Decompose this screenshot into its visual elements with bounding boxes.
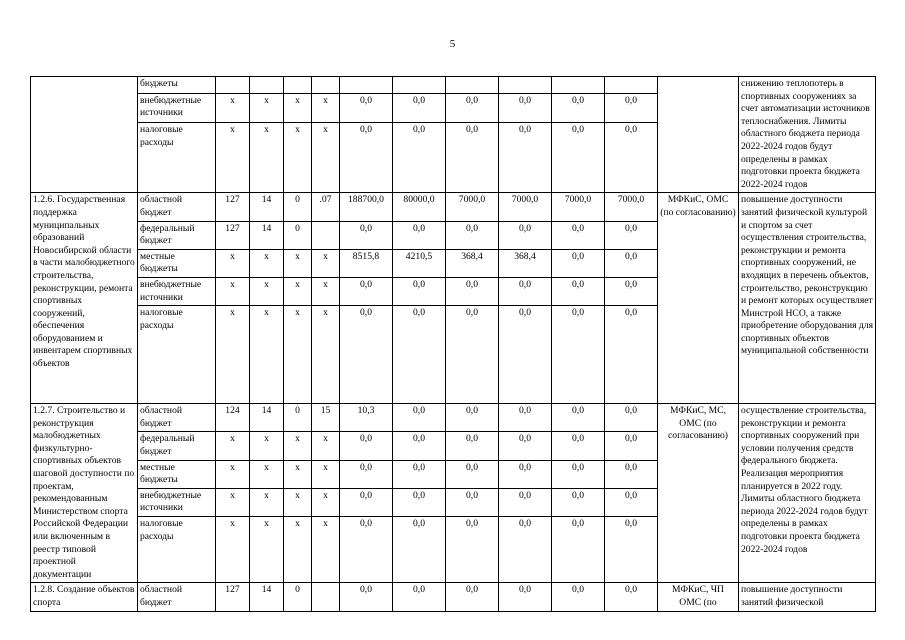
amount-cell: 0,0 (499, 277, 552, 305)
amount-cell: 0,0 (393, 488, 446, 516)
table-row (31, 404, 876, 432)
amount-cell: 7000,0 (446, 193, 499, 221)
amount-cell: 0,0 (499, 93, 552, 123)
amount-cell: 0,0 (446, 221, 499, 249)
expected-result-cell: повышение доступности занятий физической культурой и спортом за счет осуществления строительства, реконструкции и ремонта спортивных сооружений, не входящих в перечень объектов, строительство, реконструкцию и ремонт которых осуществляет Минстрой НСО, а также приобретение оборудования для спортивных объектов муниципальной собственности (739, 193, 876, 404)
executor-cell: МФКиС, ОМС (по согласованию) (658, 193, 739, 404)
subsection-code-cell: 0 (284, 404, 312, 432)
amount-cell: 0,0 (552, 221, 605, 249)
amount-cell: 0,0 (605, 277, 658, 305)
section-code-cell: х (250, 432, 284, 460)
grbs-code-cell: х (216, 306, 250, 404)
grbs-code-cell (216, 77, 250, 94)
funding-source-cell: местные бюджеты (138, 249, 216, 277)
amount-cell: 0,0 (605, 517, 658, 583)
section-code-cell: х (250, 123, 284, 193)
amount-cell: 0,0 (393, 93, 446, 123)
target-code-cell: х (312, 460, 340, 488)
funding-source-cell: местные бюджеты (138, 460, 216, 488)
amount-cell: 0,0 (552, 583, 605, 611)
amount-cell: 368,4 (446, 249, 499, 277)
amount-cell: 0,0 (552, 249, 605, 277)
amount-cell: 0,0 (605, 221, 658, 249)
amount-cell: 0,0 (552, 517, 605, 583)
measure-name-cell: 1.2.7. Строительство и реконструкция малобюджетных физкультурно-спортивных объектов шаговой доступности по проектам, рекомендованным Министерством спорта Российской Федерации или включенным в реестр типовой проектной документации (31, 404, 138, 583)
executor-cell (658, 77, 739, 193)
amount-cell: 0,0 (552, 488, 605, 516)
amount-cell: 0,0 (499, 221, 552, 249)
amount-cell: 10,3 (340, 404, 393, 432)
target-code-cell: 15 (312, 404, 340, 432)
table-row (31, 583, 876, 611)
subsection-code-cell: х (284, 249, 312, 277)
section-code-cell: 14 (250, 193, 284, 221)
amount-cell: 0,0 (340, 93, 393, 123)
grbs-code-cell: х (216, 93, 250, 123)
funding-source-cell: областной бюджет (138, 193, 216, 221)
amount-cell: 0,0 (340, 583, 393, 611)
amount-cell: 0,0 (340, 432, 393, 460)
amount-cell: 0,0 (605, 404, 658, 432)
amount-cell: 0,0 (446, 460, 499, 488)
expected-result-cell: повышение доступности занятий физической (739, 583, 876, 611)
section-code-cell: х (250, 93, 284, 123)
amount-cell: 0,0 (605, 306, 658, 404)
subsection-code-cell: 0 (284, 583, 312, 611)
amount-cell: 0,0 (499, 306, 552, 404)
target-code-cell: х (312, 488, 340, 516)
amount-cell: 368,4 (499, 249, 552, 277)
funding-source-cell: бюджеты (138, 77, 216, 94)
measure-name-cell: 1.2.6. Государственная поддержка муниципальных образований Новосибирской области в части малобюджетного строительства, реконструкции, ремонта спортивных сооружений, обеспечения оборудованием и инвентарем спортивных объектов (31, 193, 138, 404)
executor-cell: МФКиС, ЧП ОМС (по (658, 583, 739, 611)
amount-cell: 0,0 (552, 93, 605, 123)
amount-cell: 0,0 (340, 460, 393, 488)
amount-cell: 188700,0 (340, 193, 393, 221)
target-code-cell: х (312, 93, 340, 123)
amount-cell: 0,0 (499, 583, 552, 611)
amount-cell: 0,0 (446, 488, 499, 516)
amount-cell: 0,0 (393, 432, 446, 460)
subsection-code-cell: 0 (284, 221, 312, 249)
program-table-body (31, 77, 876, 612)
amount-cell: 0,0 (393, 517, 446, 583)
amount-cell: 0,0 (446, 432, 499, 460)
amount-cell: 0,0 (499, 517, 552, 583)
funding-source-cell: налоговые расходы (138, 517, 216, 583)
section-code-cell: х (250, 517, 284, 583)
section-code-cell: х (250, 306, 284, 404)
grbs-code-cell: х (216, 277, 250, 305)
grbs-code-cell: х (216, 123, 250, 193)
subsection-code-cell: х (284, 277, 312, 305)
amount-cell: 4210,5 (393, 249, 446, 277)
amount-cell: 7000,0 (552, 193, 605, 221)
subsection-code-cell: х (284, 123, 312, 193)
grbs-code-cell: 127 (216, 583, 250, 611)
target-code-cell: х (312, 306, 340, 404)
target-code-cell: х (312, 277, 340, 305)
page-number: 5 (449, 38, 456, 50)
amount-cell: 0,0 (446, 404, 499, 432)
amount-cell: 0,0 (552, 277, 605, 305)
amount-cell: 0,0 (340, 517, 393, 583)
funding-source-cell: федеральный бюджет (138, 221, 216, 249)
amount-cell: 0,0 (393, 306, 446, 404)
target-code-cell: .07 (312, 193, 340, 221)
subsection-code-cell: х (284, 460, 312, 488)
grbs-code-cell: 127 (216, 193, 250, 221)
target-code-cell: х (312, 249, 340, 277)
target-code-cell: х (312, 517, 340, 583)
section-code-cell (250, 77, 284, 94)
funding-source-cell: внебюджетные источники (138, 488, 216, 516)
amount-cell: 0,0 (446, 93, 499, 123)
amount-cell: 0,0 (446, 306, 499, 404)
subsection-code-cell: х (284, 488, 312, 516)
amount-cell (340, 77, 393, 94)
target-code-cell (312, 221, 340, 249)
grbs-code-cell: 124 (216, 404, 250, 432)
amount-cell: 0,0 (393, 277, 446, 305)
amount-cell: 0,0 (393, 404, 446, 432)
funding-source-cell: налоговые расходы (138, 123, 216, 193)
amount-cell: 0,0 (605, 432, 658, 460)
subsection-code-cell: х (284, 93, 312, 123)
grbs-code-cell: х (216, 517, 250, 583)
amount-cell: 7000,0 (499, 193, 552, 221)
funding-source-cell: областной бюджет (138, 404, 216, 432)
amount-cell: 0,0 (552, 404, 605, 432)
amount-cell: 0,0 (605, 488, 658, 516)
measure-name-cell: 1.2.8. Создание объектов спорта (31, 583, 138, 611)
amount-cell: 0,0 (605, 583, 658, 611)
amount-cell: 0,0 (499, 432, 552, 460)
subsection-code-cell (284, 77, 312, 94)
amount-cell: 0,0 (340, 277, 393, 305)
amount-cell: 0,0 (605, 123, 658, 193)
amount-cell: 0,0 (393, 460, 446, 488)
funding-source-cell: внебюджетные источники (138, 277, 216, 305)
subsection-code-cell: х (284, 306, 312, 404)
measure-name-cell (31, 77, 138, 193)
funding-source-cell: налоговые расходы (138, 306, 216, 404)
grbs-code-cell: х (216, 432, 250, 460)
amount-cell: 7000,0 (605, 193, 658, 221)
expected-result-cell: снижению теплопотерь в спортивных сооружениях за счет автоматизации источников теплоснабжения. Лимиты областного бюджета периода 2022-2024 годов будут определены в рамках подготовки проекта бюджета 2022-2024 годов (739, 77, 876, 193)
amount-cell: 0,0 (446, 277, 499, 305)
amount-cell: 0,0 (499, 488, 552, 516)
amount-cell: 0,0 (499, 404, 552, 432)
funding-source-cell: внебюджетные источники (138, 93, 216, 123)
section-code-cell: х (250, 488, 284, 516)
amount-cell (499, 77, 552, 94)
grbs-code-cell: х (216, 460, 250, 488)
amount-cell: 0,0 (605, 249, 658, 277)
amount-cell: 0,0 (552, 460, 605, 488)
section-code-cell: 14 (250, 221, 284, 249)
subsection-code-cell: х (284, 517, 312, 583)
amount-cell: 0,0 (499, 123, 552, 193)
amount-cell (605, 77, 658, 94)
amount-cell: 0,0 (446, 517, 499, 583)
section-code-cell: х (250, 277, 284, 305)
target-code-cell (312, 77, 340, 94)
amount-cell: 0,0 (552, 123, 605, 193)
amount-cell: 8515,8 (340, 249, 393, 277)
target-code-cell: х (312, 432, 340, 460)
target-code-cell (312, 583, 340, 611)
amount-cell: 0,0 (499, 460, 552, 488)
amount-cell: 0,0 (552, 306, 605, 404)
executor-cell: МФКиС, МС, ОМС (по согласованию) (658, 404, 739, 583)
amount-cell: 80000,0 (393, 193, 446, 221)
amount-cell (393, 77, 446, 94)
target-code-cell: х (312, 123, 340, 193)
amount-cell: 0,0 (340, 123, 393, 193)
grbs-code-cell: х (216, 249, 250, 277)
table-row (31, 193, 876, 221)
section-code-cell: х (250, 460, 284, 488)
amount-cell: 0,0 (446, 583, 499, 611)
amount-cell: 0,0 (393, 583, 446, 611)
grbs-code-cell: х (216, 488, 250, 516)
amount-cell: 0,0 (605, 460, 658, 488)
amount-cell: 0,0 (340, 221, 393, 249)
expected-result-cell: осуществление строительства, реконструкции и ремонта спортивных сооружений при условии получения средств федерального бюджета. Реализация мероприятия планируется в 2022 году. Лимиты областного бюджета периода 2022-2024 годов будут определены в рамках подготовки проекта бюджета 2022-2024 годов (739, 404, 876, 583)
amount-cell: 0,0 (605, 93, 658, 123)
amount-cell: 0,0 (393, 221, 446, 249)
section-code-cell: 14 (250, 404, 284, 432)
program-table (30, 76, 876, 612)
amount-cell: 0,0 (446, 123, 499, 193)
funding-source-cell: федеральный бюджет (138, 432, 216, 460)
section-code-cell: 14 (250, 583, 284, 611)
amount-cell: 0,0 (340, 306, 393, 404)
amount-cell: 0,0 (340, 488, 393, 516)
amount-cell (552, 77, 605, 94)
grbs-code-cell: 127 (216, 221, 250, 249)
amount-cell (446, 77, 499, 94)
section-code-cell: х (250, 249, 284, 277)
subsection-code-cell: 0 (284, 193, 312, 221)
amount-cell: 0,0 (393, 123, 446, 193)
subsection-code-cell: х (284, 432, 312, 460)
table-row (31, 77, 876, 94)
amount-cell: 0,0 (552, 432, 605, 460)
funding-source-cell: областной бюджет (138, 583, 216, 611)
